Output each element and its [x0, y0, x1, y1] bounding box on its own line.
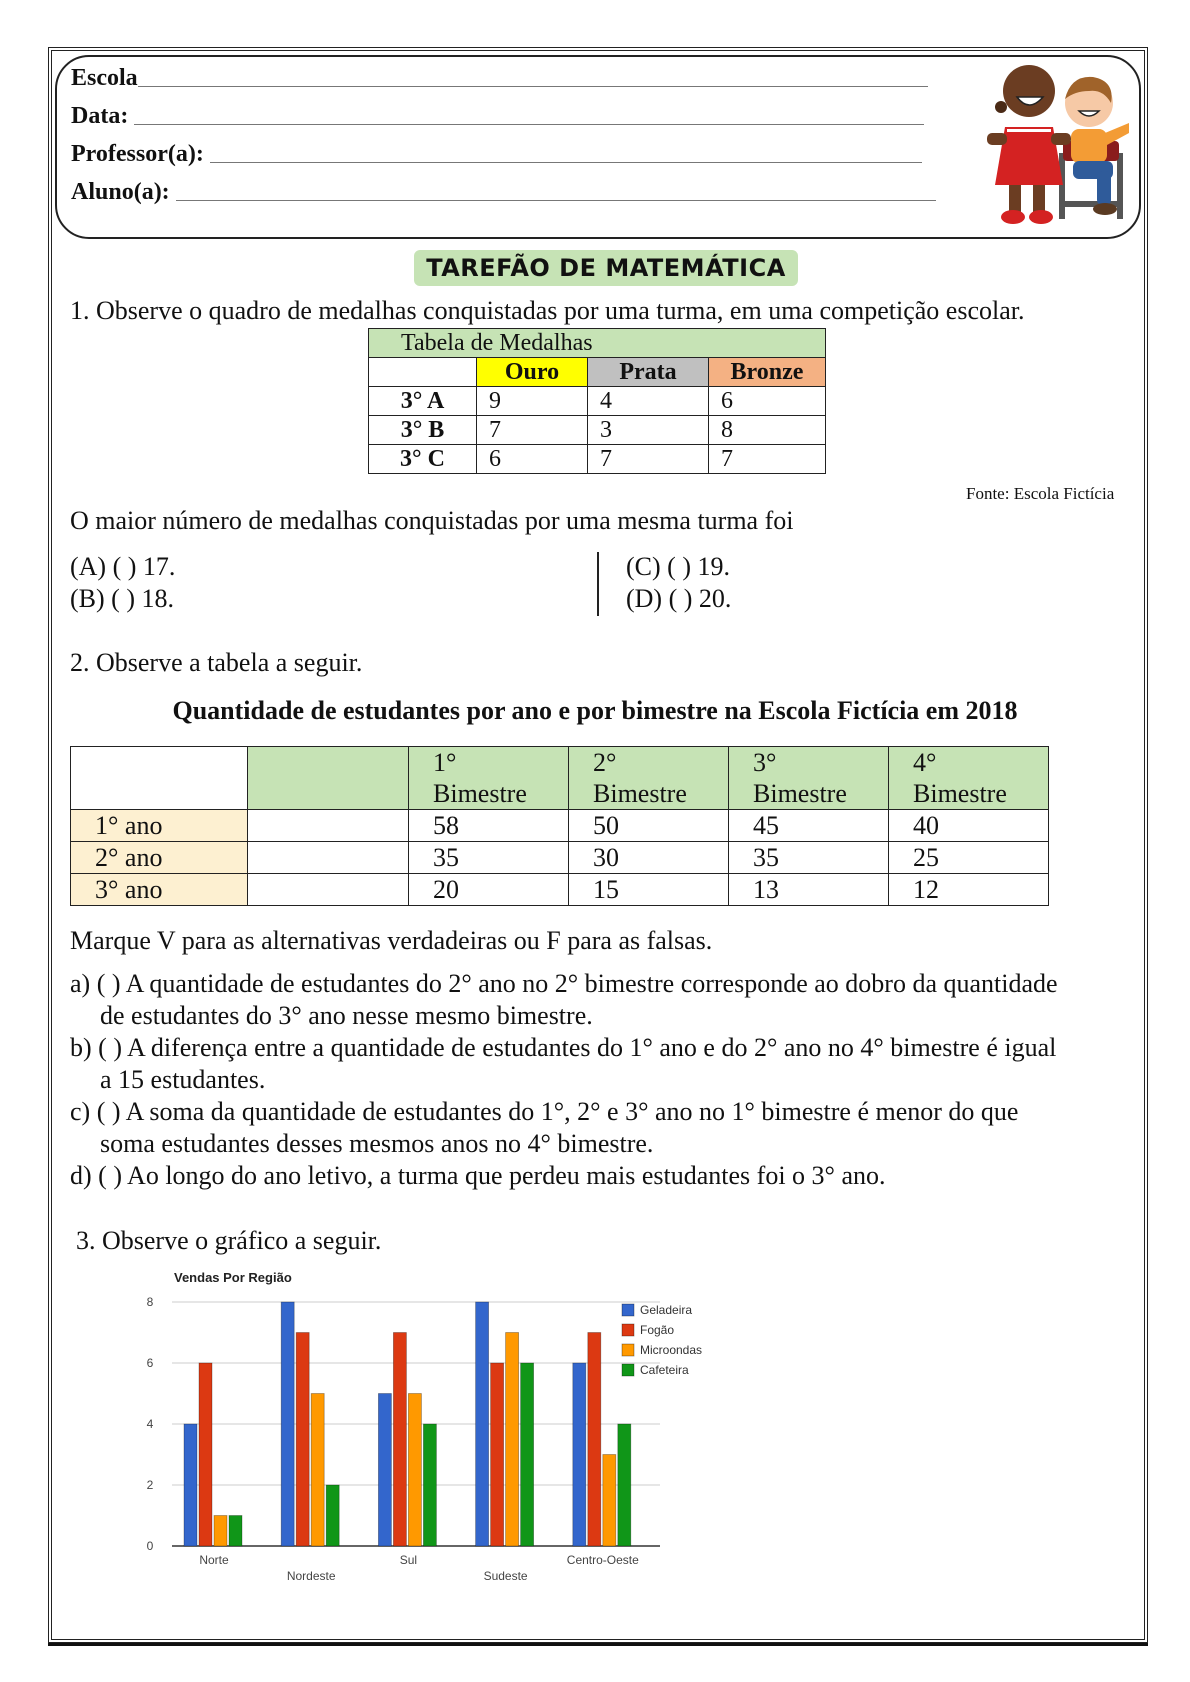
tf-item-c[interactable] — [70, 1096, 1140, 1160]
teacher-field — [71, 141, 922, 168]
medal-col-gold: Ouro — [477, 358, 588, 387]
cell: 35 — [409, 842, 569, 874]
medal-table — [368, 328, 826, 474]
bar-microondas-sudeste — [506, 1333, 519, 1547]
question1-prompt: 1. Observe o quadro de medalhas conquistadas por uma turma, em uma competição escolar. — [70, 296, 1025, 325]
y-tick-label: 8 — [146, 1295, 154, 1309]
cell: 12 — [889, 874, 1049, 906]
y-tick-label: 2 — [146, 1478, 154, 1492]
legend-swatch-microondas — [622, 1344, 634, 1356]
student-label: Aluno(a): — [71, 179, 170, 205]
legend-swatch-fogão — [622, 1324, 634, 1336]
legend-label: Microondas — [640, 1343, 703, 1357]
cell: 50 — [569, 810, 729, 842]
tf-item-b[interactable] — [70, 1032, 1140, 1096]
school-label: Escola — [71, 65, 138, 91]
cell: 58 — [409, 810, 569, 842]
x-tick-label: Sul — [399, 1553, 418, 1567]
cell: 7 — [477, 416, 588, 445]
question2-instruction: Marque V para as alternativas verdadeiras ou F para as falsas. — [70, 926, 713, 955]
legend-swatch-geladeira — [622, 1304, 634, 1316]
row-label: 3° B — [369, 416, 477, 445]
y-tick-label: 0 — [146, 1539, 154, 1553]
bar-fogão-sudeste — [491, 1363, 504, 1546]
bar-cafeteira-sudeste — [521, 1363, 534, 1546]
medal-corner-cell — [369, 358, 477, 387]
y-tick-label: 6 — [146, 1356, 154, 1370]
table-row — [369, 416, 826, 445]
bar-microondas-sul — [408, 1394, 421, 1547]
date-input-line[interactable] — [134, 124, 924, 125]
header-box — [55, 55, 1141, 239]
bar-cafeteira-sul — [423, 1424, 436, 1546]
bar-geladeira-sudeste — [476, 1302, 489, 1546]
bar-geladeira-norte — [184, 1424, 197, 1546]
legend-label: Cafeteira — [640, 1363, 689, 1377]
table-row — [369, 445, 826, 474]
options-right — [626, 551, 731, 615]
students-table-title: Quantidade de estudantes por ano e por bimestre na Escola Fictícia em 2018 — [172, 696, 1018, 725]
worksheet-title: TAREFÃO DE MATEMÁTICA — [414, 250, 798, 286]
question2-prompt: 2. Observe a tabela a seguir. — [70, 648, 363, 677]
tf-item-d[interactable] — [70, 1160, 1140, 1192]
cell: 25 — [889, 842, 1049, 874]
cell: 20 — [409, 874, 569, 906]
chart-title: Vendas Por Região — [174, 1270, 292, 1285]
col-header: 4° Bimestre — [889, 747, 1049, 810]
date-label: Data: — [71, 103, 129, 129]
option-b[interactable]: (B) ( ) 18. — [70, 584, 174, 613]
col-header: 3° Bimestre — [729, 747, 889, 810]
tf-item-c-line1: c) ( ) A soma da quantidade de estudantes do 1°, 2° e 3° ano no 1° bimestre é menor do que — [70, 1097, 1019, 1126]
options-left — [70, 551, 175, 615]
teacher-input-line[interactable] — [210, 162, 922, 163]
question3-prompt: 3. Observe o gráfico a seguir. — [76, 1226, 382, 1255]
tf-item-b-line1: b) ( ) A diferença entre a quantidade de estudantes do 1° ano e do 2° ano no 4° bimestre é igual — [70, 1033, 1057, 1062]
row-label: 3° A — [369, 387, 477, 416]
cell: 30 — [569, 842, 729, 874]
legend-label: Fogão — [640, 1323, 675, 1337]
tf-item-c-line2: soma estudantes desses mesmos anos no 4° bimestre. — [100, 1129, 654, 1158]
question1-statement: O maior número de medalhas conquistadas por uma mesma turma foi — [70, 506, 794, 535]
x-tick-label: Sudeste — [483, 1569, 528, 1583]
x-tick-label: Centro-Oeste — [566, 1553, 639, 1567]
sales-bar-chart — [140, 1260, 780, 1600]
school-input-line[interactable] — [138, 86, 928, 87]
table-row — [71, 842, 1049, 874]
bar-microondas-nordeste — [311, 1394, 324, 1547]
blank-cell — [248, 810, 409, 842]
bar-cafeteira-nordeste — [326, 1485, 339, 1546]
col-header: 2° Bimestre — [569, 747, 729, 810]
cell: 15 — [569, 874, 729, 906]
medal-table-caption: Tabela de Medalhas — [369, 329, 826, 358]
students-blank-header — [248, 747, 409, 810]
table-row — [71, 874, 1049, 906]
tf-item-d-line1: d) ( ) Ao longo do ano letivo, a turma que perdeu mais estudantes foi o 3° ano. — [70, 1161, 886, 1190]
y-tick-label: 4 — [146, 1417, 154, 1431]
bar-geladeira-nordeste — [281, 1302, 294, 1546]
bar-geladeira-sul — [378, 1394, 391, 1547]
date-field — [71, 103, 924, 130]
students-table — [70, 746, 1049, 906]
blank-cell — [248, 874, 409, 906]
tf-item-a-line1: a) ( ) A quantidade de estudantes do 2° ano no 2° bimestre corresponde ao dobro da quantidade — [70, 969, 1058, 998]
school-field — [71, 65, 928, 92]
student-input-line[interactable] — [176, 200, 936, 201]
x-tick-label: Norte — [199, 1553, 229, 1567]
blank-cell — [248, 842, 409, 874]
col-header: 1° Bimestre — [409, 747, 569, 810]
cell: 45 — [729, 810, 889, 842]
bar-fogão-sul — [393, 1333, 406, 1547]
children-illustration — [981, 61, 1131, 229]
student-field — [71, 179, 936, 206]
cell: 35 — [729, 842, 889, 874]
table-source: Fonte: Escola Fictícia — [966, 484, 1115, 503]
cell: 7 — [588, 445, 709, 474]
cell: 6 — [709, 387, 826, 416]
tf-item-a[interactable] — [70, 968, 1140, 1032]
tf-item-b-line2: a 15 estudantes. — [100, 1065, 266, 1094]
medal-col-silver: Prata — [588, 358, 709, 387]
cell: 4 — [588, 387, 709, 416]
cell: 6 — [477, 445, 588, 474]
bar-cafeteira-norte — [229, 1516, 242, 1547]
bar-fogão-norte — [199, 1363, 212, 1546]
option-d[interactable]: (D) ( ) 20. — [626, 584, 732, 613]
table-row — [71, 810, 1049, 842]
teacher-label: Professor(a): — [71, 141, 204, 167]
girl-figure — [987, 65, 1071, 224]
option-c[interactable]: (C) ( ) 19. — [626, 552, 730, 581]
bar-microondas-centro-oeste — [603, 1455, 616, 1547]
row-label: 2° ano — [71, 842, 248, 874]
tf-item-a-line2: de estudantes do 3° ano nesse mesmo bimestre. — [100, 1001, 593, 1030]
bar-cafeteira-centro-oeste — [618, 1424, 631, 1546]
bar-fogão-centro-oeste — [588, 1333, 601, 1547]
cell: 40 — [889, 810, 1049, 842]
students-corner-cell — [71, 747, 248, 810]
table-row — [369, 387, 826, 416]
x-tick-label: Nordeste — [286, 1569, 336, 1583]
legend-label: Geladeira — [640, 1303, 693, 1317]
option-a[interactable]: (A) ( ) 17. — [70, 552, 176, 581]
row-label: 3° C — [369, 445, 477, 474]
bar-microondas-norte — [214, 1516, 227, 1547]
bar-geladeira-centro-oeste — [573, 1363, 586, 1546]
row-label: 1° ano — [71, 810, 248, 842]
medal-col-bronze: Bronze — [709, 358, 826, 387]
cell: 7 — [709, 445, 826, 474]
cell: 3 — [588, 416, 709, 445]
legend-swatch-cafeteira — [622, 1364, 634, 1376]
cell: 13 — [729, 874, 889, 906]
cell: 9 — [477, 387, 588, 416]
cell: 8 — [709, 416, 826, 445]
options-divider — [597, 552, 599, 616]
row-label: 3° ano — [71, 874, 248, 906]
bar-fogão-nordeste — [296, 1333, 309, 1547]
